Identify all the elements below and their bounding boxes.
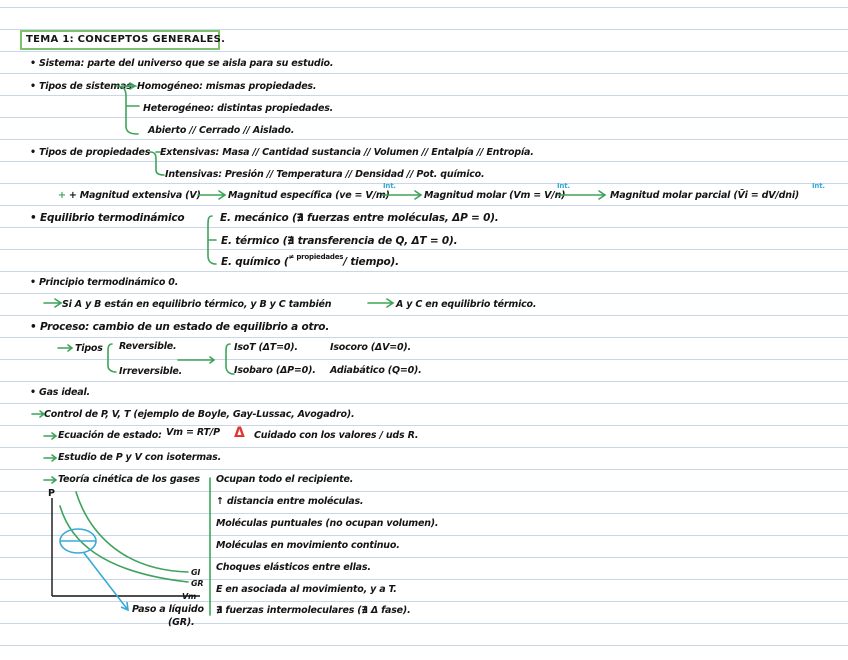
ecuacion-label: Ecuación de estado: (58, 430, 162, 441)
adiabatico-line: Adiabático (Q=0). (330, 365, 422, 376)
e-quimico-sup: ≠ propiedades (288, 253, 344, 261)
estudio-line: Estudio de P y V con isotermas. (58, 452, 222, 463)
control-arrow-icon (32, 411, 44, 417)
teoria-item-5: Choques elásticos entre ellas. (216, 562, 371, 573)
isocoro-line: Isocoro (ΔV=0). (330, 342, 411, 353)
e-quimico-tail: / tiempo). (343, 256, 399, 268)
tipos-arrow-icon (58, 345, 72, 351)
tipos-label: Tipos (75, 343, 103, 354)
reversible-brace (226, 344, 234, 374)
equilibrio-brace (208, 216, 216, 264)
teoria-item-2: ↑ distancia entre moléculas. (216, 496, 364, 507)
chain-arrow-3-icon (558, 191, 605, 199)
equilibrio-label: • Equilibrio termodinámico (30, 212, 185, 224)
extensivas-line: Extensivas: Masa // Cantidad sustancia // Volumen // Entalpía // Entropía. (160, 147, 534, 158)
principio-arrow-2-icon (368, 299, 393, 307)
warning-delta-icon: Δ (234, 425, 245, 441)
int-tag-2: Int. (557, 182, 570, 190)
axis-p-label: P (48, 488, 55, 499)
heterogeneo-line: Heterogéneo: distintas propiedades. (143, 103, 334, 114)
magnitud-molar-parcial: Magnitud molar parcial (V̄i = dV/dni) (610, 190, 800, 201)
teoria-item-7: ∄ fuerzas intermoleculares (∄ Δ fase). (216, 605, 411, 616)
homogeneo-line: Homogéneo: mismas propiedades. (137, 81, 317, 92)
paso-liquido-label: Paso a líquido (132, 604, 204, 615)
int-tag-3: Int. (812, 182, 825, 190)
teoria-item-6: E en asociada al movimiento, y a T. (216, 584, 397, 595)
isotermo-line: IsoT (ΔT=0). (234, 342, 298, 353)
teoria-item-4: Moléculas en movimiento continuo. (216, 540, 400, 551)
sistemas-brace (116, 86, 139, 134)
principio-cero-label: • Principio termodinámico 0. (30, 277, 179, 288)
teoria-arrow-icon (44, 477, 56, 483)
control-line: Control de P, V, T (ejemplo de Boyle, Gay-Lussac, Avogadro). (44, 409, 355, 420)
ecuacion-aviso: Cuidado con los valores / uds R. (254, 430, 419, 441)
tipos-sistemas-label: • Tipos de sistemas (30, 81, 132, 92)
irreversible-line: Irreversible. (119, 366, 183, 377)
gi-isotherm (76, 492, 188, 572)
teoria-item-3: Moléculas puntuales (no ocupan volumen). (216, 518, 439, 529)
principio-cero-result: A y C en equilibrio térmico. (396, 299, 537, 310)
e-quimico-text: E. químico ( (221, 256, 289, 268)
int-tag-1: Int. (383, 182, 396, 190)
magnitud-extensiva-text: + Magnitud extensiva (V) (68, 190, 201, 201)
paso-liquido-arrow-icon (84, 553, 128, 610)
ecuacion-arrow-icon (44, 433, 56, 439)
e-mecanico-line: E. mecánico (∄ fuerzas entre moléculas, ΔP = 0). (220, 212, 499, 224)
axis-vm-label: Vm (182, 592, 197, 601)
principio-cero-detalle: Si A y B están en equilibrio térmico, y B y C también (62, 299, 332, 310)
isobaro-line: Isobaro (ΔP=0). (234, 365, 316, 376)
proceso-line: • Proceso: cambio de un estado de equilibrio a otro. (30, 321, 330, 333)
e-termico-line: E. térmico (∄ transferencia de Q, ΔT = 0). (221, 235, 458, 247)
curve-gi-label: GI (191, 568, 201, 577)
ecuacion-formula: Vm = RT/P (166, 427, 220, 438)
estudio-arrow-icon (44, 455, 56, 461)
chain-arrow-1-icon (198, 191, 225, 199)
teoria-label: Teoría cinética de los gases (58, 474, 200, 485)
curve-gr-label: GR (191, 579, 204, 588)
chain-arrow-2-icon (382, 191, 421, 199)
reversible-arrow-icon (178, 357, 214, 363)
paso-liquido-gr: (GR). (168, 617, 195, 628)
plus-bullet: + (58, 190, 66, 201)
abierto-line: Abierto // Cerrado // Aislado. (148, 125, 295, 136)
magnitud-molar: Magnitud molar (Vm = V/n) (424, 190, 566, 201)
magnitud-especifica: Magnitud específica (ve = V/m) (228, 190, 390, 201)
tipos-propiedades-label: • Tipos de propiedades (30, 147, 151, 158)
page-title: TEMA 1: CONCEPTOS GENERALES. (26, 34, 226, 45)
propiedades-brace (150, 152, 164, 175)
gas-ideal-label: • Gas ideal. (30, 387, 90, 398)
intensivas-line: Intensivas: Presión // Temperatura // Densidad // Pot. químico. (165, 169, 485, 180)
reversible-line: Reversible. (119, 341, 177, 352)
principio-arrow-1-icon (44, 299, 61, 307)
tipos-brace (108, 344, 116, 372)
teoria-item-1: Ocupan todo el recipiente. (216, 474, 354, 485)
sistema-line: • Sistema: parte del universo que se aisla para su estudio. (30, 58, 334, 69)
